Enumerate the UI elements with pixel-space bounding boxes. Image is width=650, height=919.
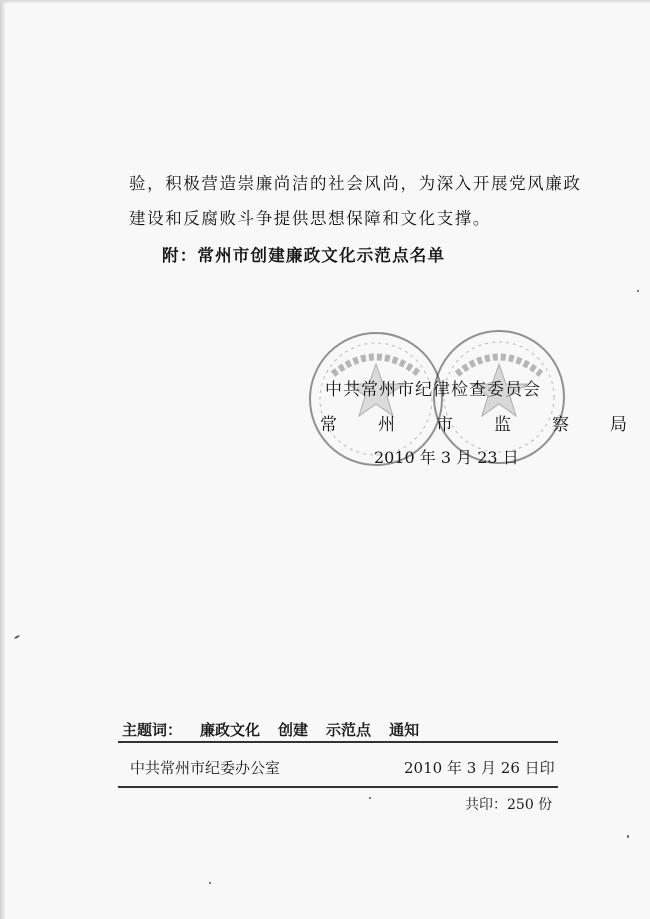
keyword: 示范点 (326, 721, 372, 739)
scan-speck (14, 635, 20, 640)
signing-organization-2 (320, 410, 627, 435)
scan-speck (369, 797, 371, 799)
keyword: 创建 (278, 721, 309, 739)
body-text-line-1: 验，积极营造崇廉尚洁的社会风尚，为深入开展党风廉政 (129, 174, 582, 193)
org2-char: 察 (552, 415, 569, 435)
scan-speck (209, 882, 211, 884)
copies-count: 共印：250 份 (465, 797, 553, 813)
signing-date: 2010 年 3 月 23 日 (374, 448, 519, 467)
keyword: 通知 (389, 721, 420, 739)
org2-char: 市 (436, 415, 453, 435)
scan-speck (627, 835, 629, 838)
print-date: 2010 年 3 月 26 日印 (404, 759, 555, 777)
org2-char: 监 (494, 415, 511, 435)
footer-rule-bottom (118, 786, 558, 788)
issuing-office: 中共常州市纪委办公室 (130, 759, 281, 777)
keywords-label: 主题词： (122, 721, 183, 739)
body-text-line-2: 建设和反腐败斗争提供思想保障和文化支撑。 (129, 209, 491, 228)
attachment-line: 附：常州市创建廉政文化示范点名单 (162, 246, 446, 265)
scan-edge-left (0, 0, 6, 919)
org2-char: 局 (610, 415, 627, 435)
subject-keywords (122, 719, 419, 740)
org2-char: 州 (378, 415, 395, 435)
scan-edge-top (0, 0, 650, 4)
keyword: 廉政文化 (200, 721, 261, 739)
scan-speck (637, 290, 639, 292)
footer-rule-top (118, 741, 558, 743)
signing-organization-1: 中共常州市纪律检查委员会 (325, 380, 541, 400)
org2-char: 常 (320, 415, 337, 435)
